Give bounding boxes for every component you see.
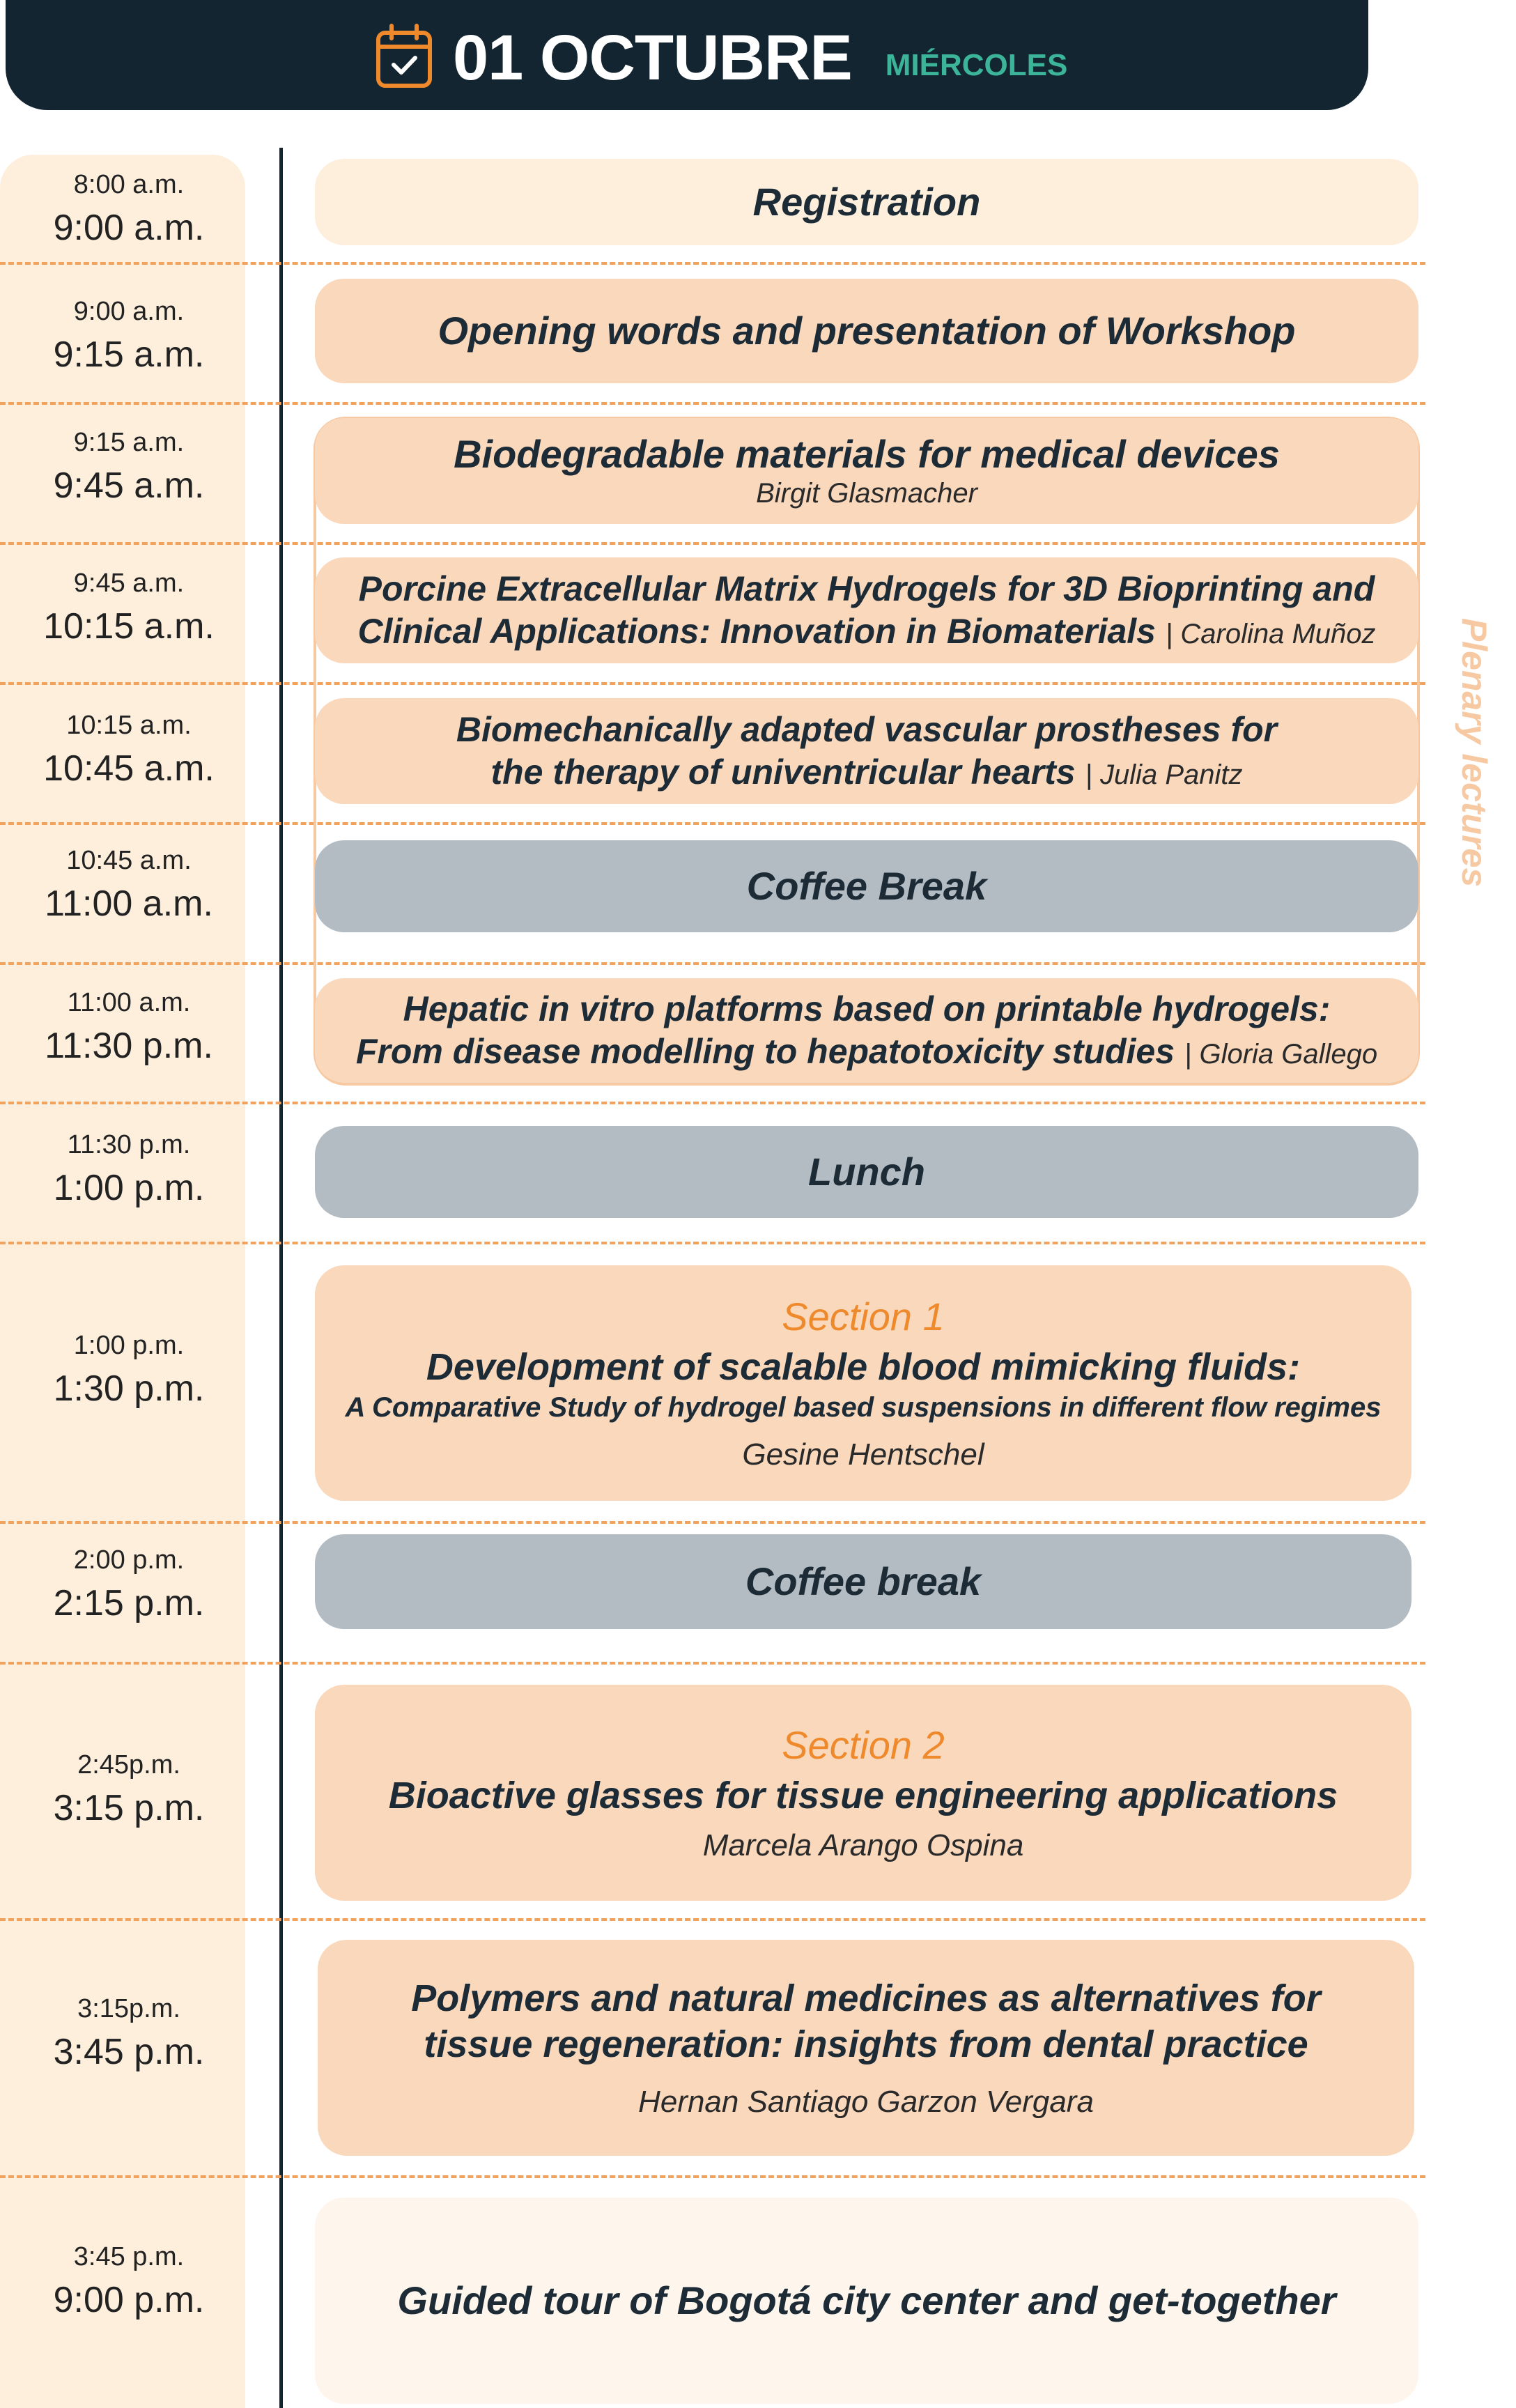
plenary-lectures-label: Plenary lectures (1455, 617, 1494, 888)
time-slot (0, 1750, 258, 1829)
slot-start-time: 2:45p.m. (77, 1750, 180, 1780)
event-porcine-hydrogels (315, 557, 1418, 663)
slot-end-time: 9:00 p.m. (53, 2280, 205, 2320)
slot-end-time: 11:30 p.m. (45, 1026, 213, 1066)
slot-start-time: 8:00 a.m. (73, 170, 185, 199)
slot-start-time: 9:45 a.m. (73, 569, 185, 598)
time-slot (0, 711, 258, 789)
event-title: Registration (752, 179, 981, 224)
header-date: 01 OCTUBRE (453, 22, 852, 93)
event-opening (315, 279, 1418, 383)
row-separator (0, 1918, 1425, 1921)
slot-end-time: 1:30 p.m. (53, 1368, 205, 1409)
event-title-line2: Clinical Applications: Innovation in Biomaterials (357, 612, 1156, 651)
time-slot (0, 297, 258, 376)
event-title-line2: the therapy of univentricular hearts (490, 752, 1076, 792)
time-slot (0, 2242, 258, 2321)
event-hepatic-platforms (315, 978, 1418, 1083)
event-title-line2: tissue regeneration: insights from dental practice (424, 2023, 1308, 2065)
time-slot (0, 846, 258, 925)
time-slot (0, 1994, 258, 2073)
event-title: Coffee Break (746, 863, 987, 908)
slot-start-time: 9:00 a.m. (73, 297, 185, 326)
event-speaker: Birgit Glasmacher (756, 477, 977, 509)
event-speaker: | Carolina Muñoz (1165, 619, 1376, 649)
event-title: Bioactive glasses for tissue engineering applications (388, 1775, 1338, 1817)
event-biodegradable-materials (315, 418, 1418, 524)
event-guided-tour (315, 2198, 1418, 2404)
time-slot (0, 428, 258, 507)
slot-end-time: 9:00 a.m. (53, 208, 205, 248)
slot-start-time: 11:00 a.m. (67, 988, 191, 1017)
slot-end-time: 3:15 p.m. (53, 1788, 205, 1828)
event-title-line1: Porcine Extracellular Matrix Hydrogels for 3D Bioprinting and (358, 569, 1375, 608)
slot-end-time: 10:45 a.m. (43, 748, 215, 789)
event-registration (315, 159, 1418, 245)
time-slot (0, 1331, 258, 1410)
event-coffee-break (315, 840, 1418, 932)
slot-end-time: 2:15 p.m. (53, 1583, 205, 1623)
event-polymers-natural-medicines (318, 1940, 1414, 2156)
event-vascular-prostheses (315, 698, 1418, 804)
slot-end-time: 9:45 a.m. (53, 465, 205, 506)
event-lunch (315, 1126, 1418, 1218)
event-title: Biodegradable materials for medical devices (454, 432, 1280, 477)
row-separator (0, 1521, 1425, 1524)
row-separator (0, 2175, 1425, 2178)
event-title: Opening words and presentation of Workshop (438, 308, 1296, 353)
slot-start-time: 9:15 a.m. (73, 428, 185, 457)
event-section-1 (315, 1265, 1411, 1501)
slot-start-time: 10:15 a.m. (66, 711, 192, 740)
slot-start-time: 3:15p.m. (77, 1994, 180, 2023)
event-title-line1: Hepatic in vitro platforms based on printable hydrogels: (403, 989, 1331, 1028)
time-slot (0, 1130, 258, 1209)
section-label: Section 2 (782, 1723, 945, 1768)
event-title-line1: Biomechanically adapted vascular prostheses for (456, 710, 1278, 749)
slot-start-time: 11:30 p.m. (67, 1130, 191, 1159)
slot-end-time: 11:00 a.m. (45, 883, 213, 924)
row-separator (0, 1102, 1425, 1104)
event-speaker: Hernan Santiago Garzon Vergara (638, 2084, 1094, 2119)
slot-start-time: 2:00 p.m. (73, 1545, 185, 1575)
section-label: Section 1 (782, 1294, 945, 1338)
event-speaker: | Gloria Gallego (1184, 1039, 1378, 1070)
time-slot (0, 988, 258, 1067)
event-section-2 (315, 1685, 1411, 1901)
time-slot (0, 170, 258, 249)
time-slot (0, 1545, 258, 1624)
event-title: Lunch (808, 1149, 925, 1194)
timeline-divider (279, 148, 283, 2408)
event-title: Development of scalable blood mimicking fluids: (426, 1345, 1301, 1388)
event-speaker: | Julia Panitz (1085, 759, 1243, 790)
event-title: Guided tour of Bogotá city center and get-together (397, 2278, 1336, 2322)
slot-end-time: 9:15 a.m. (53, 334, 205, 375)
row-separator (0, 262, 1425, 265)
event-title: Coffee break (745, 1559, 982, 1603)
event-title-line2: From disease modelling to hepatotoxicity studies (355, 1032, 1175, 1071)
event-coffee-break-2 (315, 1534, 1411, 1629)
slot-end-time: 3:45 p.m. (53, 2032, 205, 2072)
header-weekday: MIÉRCOLES (885, 48, 1068, 82)
event-speaker: Gesine Hentschel (742, 1437, 984, 1472)
slot-end-time: 1:00 p.m. (53, 1168, 205, 1208)
date-header (6, 0, 1368, 110)
calendar-check-icon (375, 23, 433, 93)
slot-start-time: 3:45 p.m. (73, 2242, 185, 2271)
row-separator (0, 1662, 1425, 1665)
slot-start-time: 10:45 a.m. (66, 846, 192, 875)
row-separator (0, 402, 1425, 405)
slot-start-time: 1:00 p.m. (73, 1331, 185, 1360)
row-separator (0, 1242, 1425, 1244)
event-speaker: Marcela Arango Ospina (702, 1828, 1024, 1862)
time-slot (0, 569, 258, 647)
event-title-line1: Polymers and natural medicines as alternatives for (411, 1977, 1321, 2020)
slot-end-time: 10:15 a.m. (43, 606, 215, 647)
event-subtitle: A Comparative Study of hydrogel based suspensions in different flow regimes (345, 1392, 1382, 1423)
